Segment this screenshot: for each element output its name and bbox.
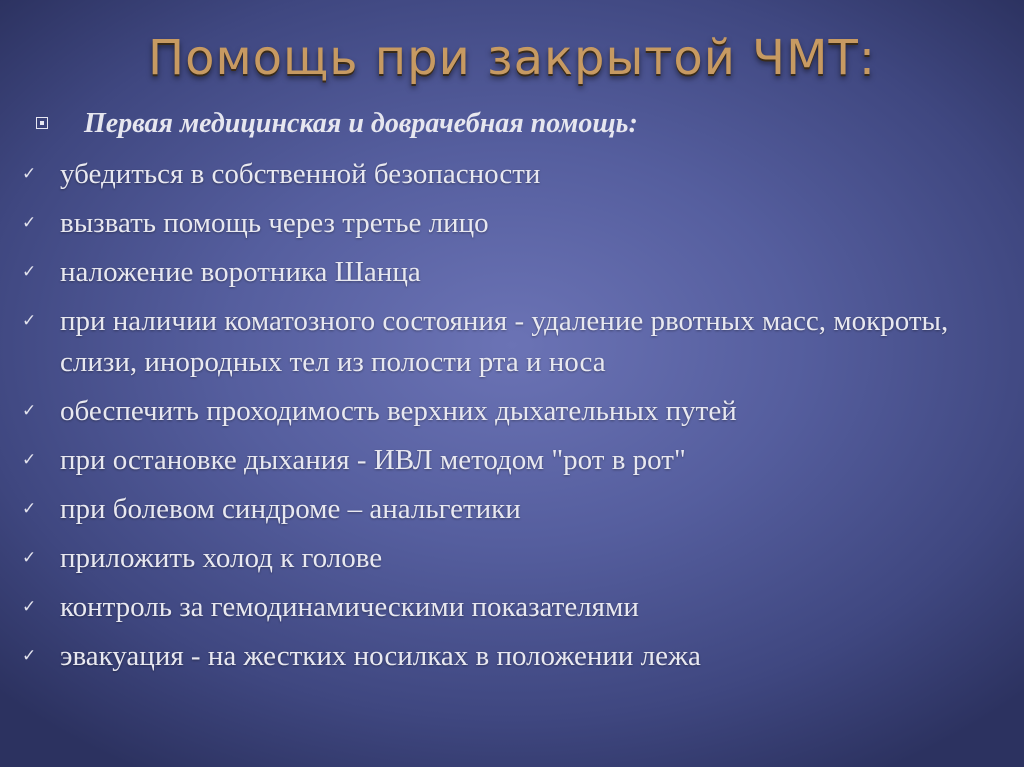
list-item-text: эвакуация - на жестких носилках в положении лежа	[60, 640, 701, 672]
list-item-text: контроль за гемодинамическими показателями	[60, 591, 639, 623]
checkmark-icon: ✓	[22, 311, 37, 331]
checkmark-icon: ✓	[22, 597, 37, 617]
list-item	[22, 538, 982, 579]
checkmark-icon: ✓	[22, 262, 37, 282]
list-item	[22, 301, 982, 383]
list-item-text: наложение воротника Шанца	[60, 256, 421, 288]
list-item	[22, 203, 982, 244]
list-item-text: при наличии коматозного состояния - удаление рвотных масс, мокроты, слизи, инородных тел из полости рта и носа	[60, 305, 949, 378]
list-item-text: при остановке дыхания - ИВЛ методом "рот в рот"	[60, 444, 686, 476]
list-item	[22, 636, 982, 677]
list-item	[22, 440, 982, 481]
list-item	[22, 489, 982, 530]
list-item-text: при болевом синдроме – анальгетики	[60, 493, 521, 525]
checkmark-icon: ✓	[22, 401, 37, 421]
checkmark-icon: ✓	[22, 450, 37, 470]
list-item-text: вызвать помощь через третье лицо	[60, 207, 489, 239]
checkmark-icon: ✓	[22, 164, 37, 184]
list-item-text: обеспечить проходимость верхних дыхательных путей	[60, 395, 737, 427]
bullet-list	[22, 154, 982, 685]
list-item	[22, 587, 982, 628]
checkmark-icon: ✓	[22, 499, 37, 519]
list-item	[22, 391, 982, 432]
checkmark-icon: ✓	[22, 213, 37, 233]
list-item-text: убедиться в собственной безопасности	[60, 158, 541, 190]
slide-subtitle: Первая медицинская и доврачебная помощь:	[84, 108, 638, 139]
square-bullet-icon	[36, 117, 50, 131]
list-item	[22, 252, 982, 293]
list-item	[22, 154, 982, 195]
checkmark-icon: ✓	[22, 548, 37, 568]
list-item-text: приложить холод к голове	[60, 542, 383, 574]
slide-title: Помощь при закрытой ЧМТ:	[148, 30, 876, 86]
subtitle-row	[36, 108, 638, 140]
checkmark-icon: ✓	[22, 646, 37, 666]
